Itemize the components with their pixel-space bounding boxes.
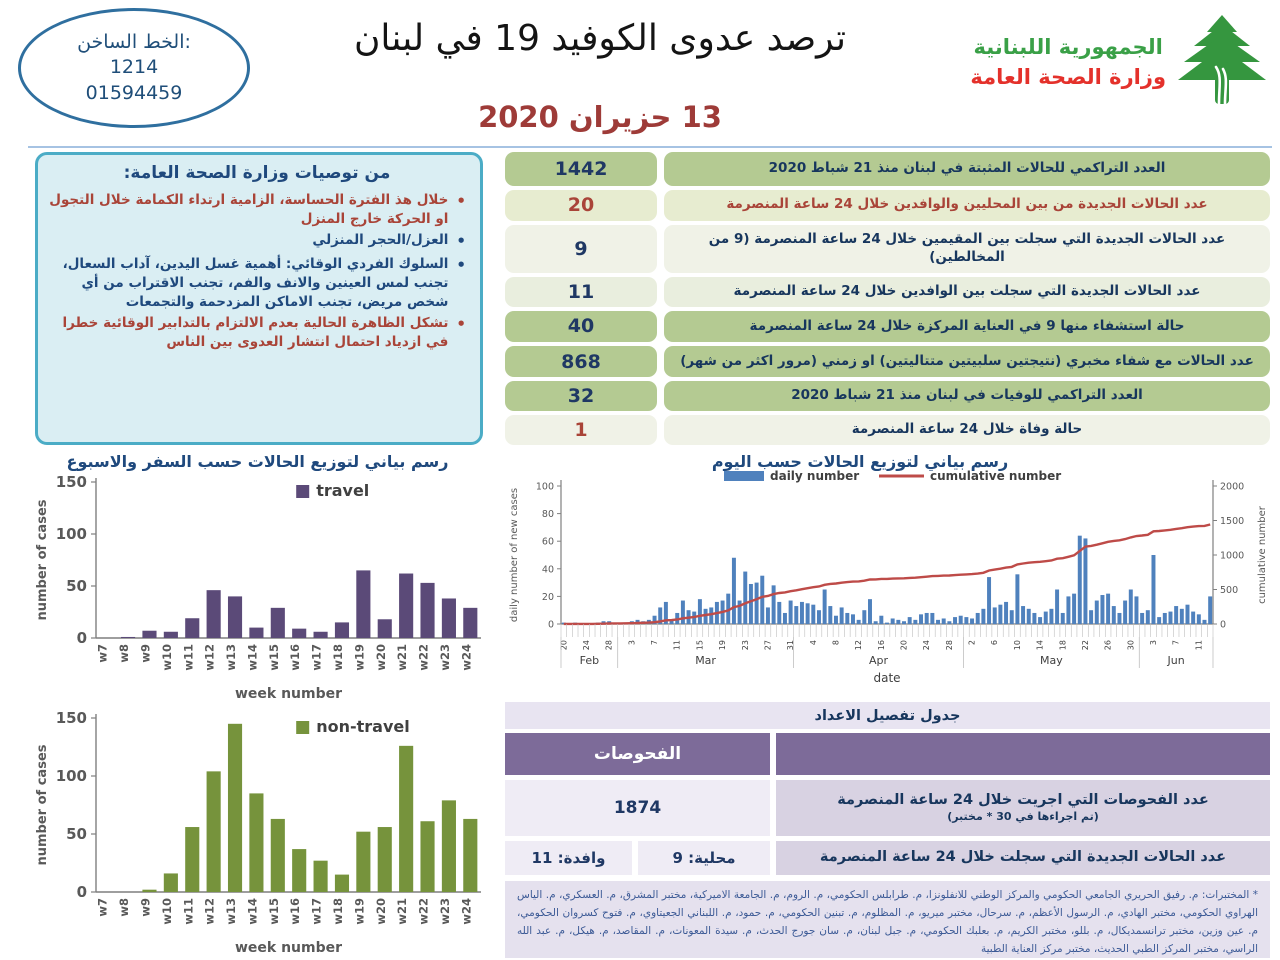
bullet-icon: • — [456, 192, 466, 210]
recommendations-box — [35, 152, 483, 445]
svg-text:w21: w21 — [395, 898, 410, 925]
stat-value: 40 — [505, 311, 657, 342]
stat-value: 868 — [505, 346, 657, 377]
stat-label: عدد الحالات الجديدة التي سجلت بين الوافدين خلال 24 ساعة المنصرمة — [664, 277, 1270, 307]
bar-w13 — [228, 596, 242, 638]
report-date: 13 حزيران 2020 — [478, 100, 722, 134]
svg-text:100: 100 — [55, 767, 87, 785]
svg-text:w23: w23 — [437, 898, 452, 925]
svg-text:w20: w20 — [373, 898, 388, 925]
svg-text:18: 18 — [1058, 640, 1068, 651]
stat-row — [505, 152, 1270, 186]
svg-text:14: 14 — [1035, 640, 1045, 651]
bar-w17 — [314, 861, 328, 892]
svg-text:w14: w14 — [245, 644, 260, 671]
recommendations-title: من توصيات وزارة الصحة العامة: — [123, 163, 391, 183]
axes — [561, 480, 1213, 624]
svg-text:100: 100 — [535, 481, 554, 493]
bar-w11 — [185, 618, 199, 638]
svg-text:w18: w18 — [330, 644, 345, 671]
svg-text:3: 3 — [1148, 640, 1158, 646]
svg-text:w7: w7 — [95, 898, 110, 917]
legend-daily-label: daily number — [770, 470, 860, 483]
recommendation-item — [48, 314, 466, 352]
svg-text:31: 31 — [786, 640, 796, 651]
stat-value: 20 — [505, 190, 657, 221]
svg-text:27: 27 — [763, 640, 773, 651]
bar-w24 — [463, 819, 477, 892]
svg-text:w10: w10 — [159, 644, 174, 671]
stats-table — [505, 152, 1270, 445]
svg-text:60: 60 — [541, 536, 554, 548]
bar-w9 — [142, 890, 156, 892]
recommendations-list — [48, 191, 466, 352]
x-axis-title: week number — [234, 940, 343, 956]
laboratories-footnote: * المختبرات: م. رفيق الحريري الجامعي الحكومي والمركز الوطني للانفلونزا، م. طرابلس الحكومي، م. الروم، م. الجامعة الاميركية، مختبر المشرق، م. العسكري، م. الياس الهراوي الحكومي، مختبر الهادي، م. الرسول الأعظم، م. سرحال، مختبر ميريو، م. المظلوم، م. تبنين الحكومي، م. حمود، م. اللبناني الجعيتاوي، م. فتوح كسروان الحكومي، م. عين وزين، مختبر ترانسمديكال، م. بللو، مختبر الكريم، م. بعلبك الحكومي، م. جبل لبنان، م. سان جورج الحدث، م. سيدة المعونات، م. المقاصد، م. هيكل، م. عبد الله الراسي، مختبر المركز الطبي الحديث، مختبر مركز العناية الطبية — [505, 881, 1270, 958]
svg-text:w13: w13 — [224, 898, 239, 925]
stat-label: العدد التراكمي للوفيات في لبنان منذ 21 شباط 2020 — [664, 381, 1270, 411]
bar-w22 — [420, 821, 434, 892]
svg-text:0: 0 — [547, 619, 554, 631]
svg-text:2000: 2000 — [1220, 481, 1245, 493]
svg-text:22: 22 — [1080, 640, 1090, 651]
svg-text:w11: w11 — [181, 898, 196, 925]
svg-text:w8: w8 — [117, 898, 132, 917]
legend-label: travel — [316, 481, 370, 500]
svg-text:150: 150 — [55, 473, 87, 491]
svg-text:100: 100 — [55, 525, 87, 543]
bar-w19 — [356, 570, 370, 638]
bar-w8 — [121, 637, 135, 638]
stat-value: 1 — [505, 415, 657, 445]
bars — [142, 724, 477, 892]
svg-text:w24: w24 — [459, 644, 474, 671]
stat-value: 9 — [505, 225, 657, 273]
svg-text:50: 50 — [66, 825, 87, 843]
bar-w21 — [399, 746, 413, 892]
svg-text:10: 10 — [1012, 640, 1022, 651]
svg-text:50: 50 — [66, 577, 87, 595]
svg-text:w19: w19 — [352, 644, 367, 671]
svg-text:24: 24 — [582, 640, 592, 651]
tests-count-value: 1874 — [505, 780, 770, 836]
svg-text:w12: w12 — [202, 644, 217, 671]
bar-w20 — [378, 827, 392, 892]
svg-text:8: 8 — [831, 640, 841, 646]
svg-text:w9: w9 — [138, 898, 153, 917]
daily-cases-chart — [505, 470, 1275, 698]
svg-text:11: 11 — [672, 640, 682, 651]
stat-label: عدد الحالات الجديدة التي سجلت بين المقيمين خلال 24 ساعة المنصرمة (9 من المخالطين) — [664, 225, 1270, 273]
weekly-chart-title: رسم بياني لتوزيع الحالات حسب السفر والاسبوع — [66, 452, 449, 471]
legend-swatch — [296, 721, 309, 734]
bar-w14 — [249, 628, 263, 638]
recommendation-text: العزل/الحجر المنزلي — [312, 232, 449, 249]
svg-text:28: 28 — [604, 640, 614, 651]
x-axis-title: week number — [234, 686, 343, 702]
new-cases-local-value: محلية: 9 — [638, 841, 770, 875]
bullet-icon: • — [456, 315, 466, 334]
hotline-badge — [18, 8, 250, 128]
bar-w16 — [292, 849, 306, 892]
svg-text:w23: w23 — [437, 644, 452, 671]
svg-text:1500: 1500 — [1220, 516, 1245, 527]
stat-label: حالة استشفاء منها 9 في العناية المركزة خلال 24 ساعة المنصرمة — [664, 311, 1270, 342]
tests-table-caption: جدول تفصيل الاعداد — [505, 702, 1270, 729]
svg-text:0: 0 — [1220, 619, 1227, 631]
stat-label: عدد الحالات مع شفاء مخبري (نتيجتين سلبيتين متتاليتين) او زمني (مرور اكثر من شهر) — [664, 346, 1270, 377]
svg-text:Jun: Jun — [1167, 654, 1185, 667]
svg-text:w17: w17 — [309, 644, 324, 671]
svg-text:19: 19 — [718, 640, 728, 651]
svg-text:0: 0 — [76, 629, 87, 647]
svg-text:w15: w15 — [266, 898, 281, 925]
stat-row — [505, 415, 1270, 445]
svg-text:w11: w11 — [181, 644, 196, 671]
svg-text:7: 7 — [1171, 640, 1181, 646]
legend-daily-swatch — [724, 471, 764, 481]
bar-w10 — [164, 632, 178, 638]
svg-text:28: 28 — [944, 640, 954, 651]
recommendation-text: خلال هذ الفترة الحساسة، الزامية ارتداء الكمامة خلال التجول او الحركة خارج المنزل — [49, 192, 449, 228]
bar-w9 — [142, 631, 156, 638]
svg-text:w8: w8 — [117, 644, 132, 663]
tests-header-empty-cell — [776, 733, 1270, 775]
recommendation-text: تشكل الظاهرة الحالية بعدم الالتزام بالتدابير الوقائية خطرا في ازدياد احتمال انتشار العدوى بين الناس — [62, 315, 449, 351]
page-title: ترصد عدوى الكوفيد 19 في لبنان — [353, 18, 847, 59]
day-ticks — [561, 624, 1213, 637]
legend-swatch — [296, 485, 309, 498]
bar-w14 — [249, 793, 263, 892]
svg-text:40: 40 — [541, 564, 554, 576]
hotline-label: الخط الساخن: — [77, 30, 191, 53]
header-divider — [28, 146, 1272, 148]
svg-text:80: 80 — [541, 509, 554, 521]
svg-text:20: 20 — [899, 640, 909, 651]
svg-text:w22: w22 — [416, 898, 431, 925]
bar-w20 — [378, 619, 392, 638]
bar-w10 — [164, 873, 178, 892]
stat-value: 1442 — [505, 152, 657, 186]
svg-text:w13: w13 — [224, 644, 239, 671]
stat-row — [505, 311, 1270, 342]
bar-w23 — [442, 598, 456, 638]
svg-text:7: 7 — [650, 640, 660, 646]
ministry-name — [970, 35, 1166, 89]
svg-text:w17: w17 — [309, 898, 324, 925]
legend-label: non-travel — [316, 717, 410, 736]
new-cases-label: عدد الحالات الجديدة التي سجلت خلال 24 ساعة المنصرمة — [776, 841, 1270, 875]
ministry-logo — [970, 12, 1268, 112]
hotline-number-short: 1214 — [109, 56, 159, 79]
stat-label: العدد التراكمي للحالات المثبتة في لبنان منذ 21 شباط 2020 — [664, 152, 1270, 186]
stat-label: عدد الحالات الجديدة من بين المحليين والوافدين خلال 24 ساعة المنصرمة — [664, 190, 1270, 221]
ministry-name-line1: الجمهورية اللبنانية — [973, 35, 1163, 59]
svg-text:w21: w21 — [395, 644, 410, 671]
bar-w22 — [420, 583, 434, 638]
nontravel-bar-chart — [32, 708, 487, 958]
svg-text:2: 2 — [967, 640, 977, 646]
svg-text:w24: w24 — [459, 898, 474, 925]
svg-text:3: 3 — [627, 640, 637, 646]
svg-text:12: 12 — [854, 640, 864, 651]
svg-text:May: May — [1040, 654, 1063, 667]
svg-text:w19: w19 — [352, 898, 367, 925]
svg-text:24: 24 — [922, 640, 932, 651]
bar-w12 — [207, 771, 221, 892]
svg-text:w22: w22 — [416, 644, 431, 671]
svg-text:4: 4 — [808, 640, 818, 646]
bars — [121, 570, 477, 638]
svg-text:w10: w10 — [159, 898, 174, 925]
tests-header-cell: الفحوصات — [505, 733, 770, 775]
svg-text:w12: w12 — [202, 898, 217, 925]
svg-text:w16: w16 — [288, 644, 303, 671]
stat-value: 11 — [505, 277, 657, 307]
stat-label: حالة وفاة خلال 24 ساعة المنصرمة — [664, 415, 1270, 445]
svg-text:w14: w14 — [245, 898, 260, 925]
bar-w16 — [292, 629, 306, 638]
daily-chart-title: رسم بياني لتوزيع الحالات حسب اليوم — [711, 452, 1009, 471]
stat-row — [505, 190, 1270, 221]
svg-text:23: 23 — [740, 640, 750, 651]
svg-text:15: 15 — [695, 640, 705, 651]
recommendation-item — [48, 255, 466, 312]
svg-text:500: 500 — [1220, 585, 1239, 596]
bar-w23 — [442, 800, 456, 892]
svg-text:20: 20 — [559, 640, 569, 651]
recommendation-item — [48, 231, 466, 252]
svg-text:w16: w16 — [288, 898, 303, 925]
y-axis-title-right: cumulative number — [1257, 506, 1268, 604]
svg-text:0: 0 — [76, 883, 87, 901]
svg-text:w20: w20 — [373, 644, 388, 671]
stat-value: 32 — [505, 381, 657, 411]
svg-text:30: 30 — [1126, 640, 1136, 651]
bar-w12 — [207, 590, 221, 638]
y-axis-title: number of cases — [35, 499, 50, 621]
tests-count-label: عدد الفحوصات التي اجريت خلال 24 ساعة المنصرمة — [837, 791, 1209, 808]
svg-text:150: 150 — [55, 709, 87, 727]
bullet-icon: • — [456, 232, 466, 251]
bar-w18 — [335, 875, 349, 892]
svg-text:1000: 1000 — [1220, 550, 1245, 562]
svg-text:Apr: Apr — [868, 654, 889, 667]
svg-text:w9: w9 — [138, 644, 153, 663]
legend-cumulative-label: cumulative number — [930, 470, 1062, 483]
y-axis-title: number of cases — [35, 744, 50, 866]
bar-w21 — [399, 574, 413, 638]
svg-text:16: 16 — [876, 640, 886, 651]
svg-text:Mar: Mar — [695, 654, 716, 667]
svg-text:w18: w18 — [330, 898, 345, 925]
recommendation-item — [48, 191, 466, 229]
recommendation-text: السلوك الفردي الوقائي: أهمية غسل اليدين، آداب السعال، تجنب لمس العينين والانف والفم، تجنب الاقتراب من أي شخص مريض، تجنب الاماكن المزدحمة والتجمعات — [62, 255, 449, 310]
svg-text:26: 26 — [1103, 640, 1113, 651]
ministry-name-line2: وزارة الصحة العامة — [970, 65, 1166, 89]
bar-w11 — [185, 827, 199, 892]
bar-w24 — [463, 608, 477, 638]
stat-row — [505, 381, 1270, 411]
stat-row — [505, 346, 1270, 377]
y-axis-title-left: daily number of new cases — [509, 487, 520, 623]
hotline-number-long: 01594459 — [85, 81, 183, 104]
bar-w15 — [271, 819, 285, 892]
bar-w17 — [314, 632, 328, 638]
stat-row — [505, 225, 1270, 273]
tests-count-label-cell — [776, 780, 1270, 836]
bar-w15 — [271, 608, 285, 638]
svg-text:Feb: Feb — [579, 654, 600, 667]
new-cases-arrival-value: وافدة: 11 — [505, 841, 632, 875]
svg-text:6: 6 — [990, 640, 1000, 646]
bullet-icon: • — [456, 255, 466, 274]
x-axis-title: date — [873, 671, 901, 685]
stat-row — [505, 277, 1270, 307]
tests-count-sublabel: (تم اجراءها في 30 * مختبر) — [947, 810, 1099, 824]
svg-text:20: 20 — [541, 591, 554, 603]
bar-w18 — [335, 622, 349, 638]
svg-text:w7: w7 — [95, 644, 110, 663]
svg-text:11: 11 — [1194, 640, 1204, 651]
cedar-tree-icon — [1176, 12, 1268, 112]
svg-text:w15: w15 — [266, 644, 281, 671]
bar-w19 — [356, 832, 370, 892]
travel-bar-chart — [32, 472, 487, 704]
bar-w13 — [228, 724, 242, 892]
